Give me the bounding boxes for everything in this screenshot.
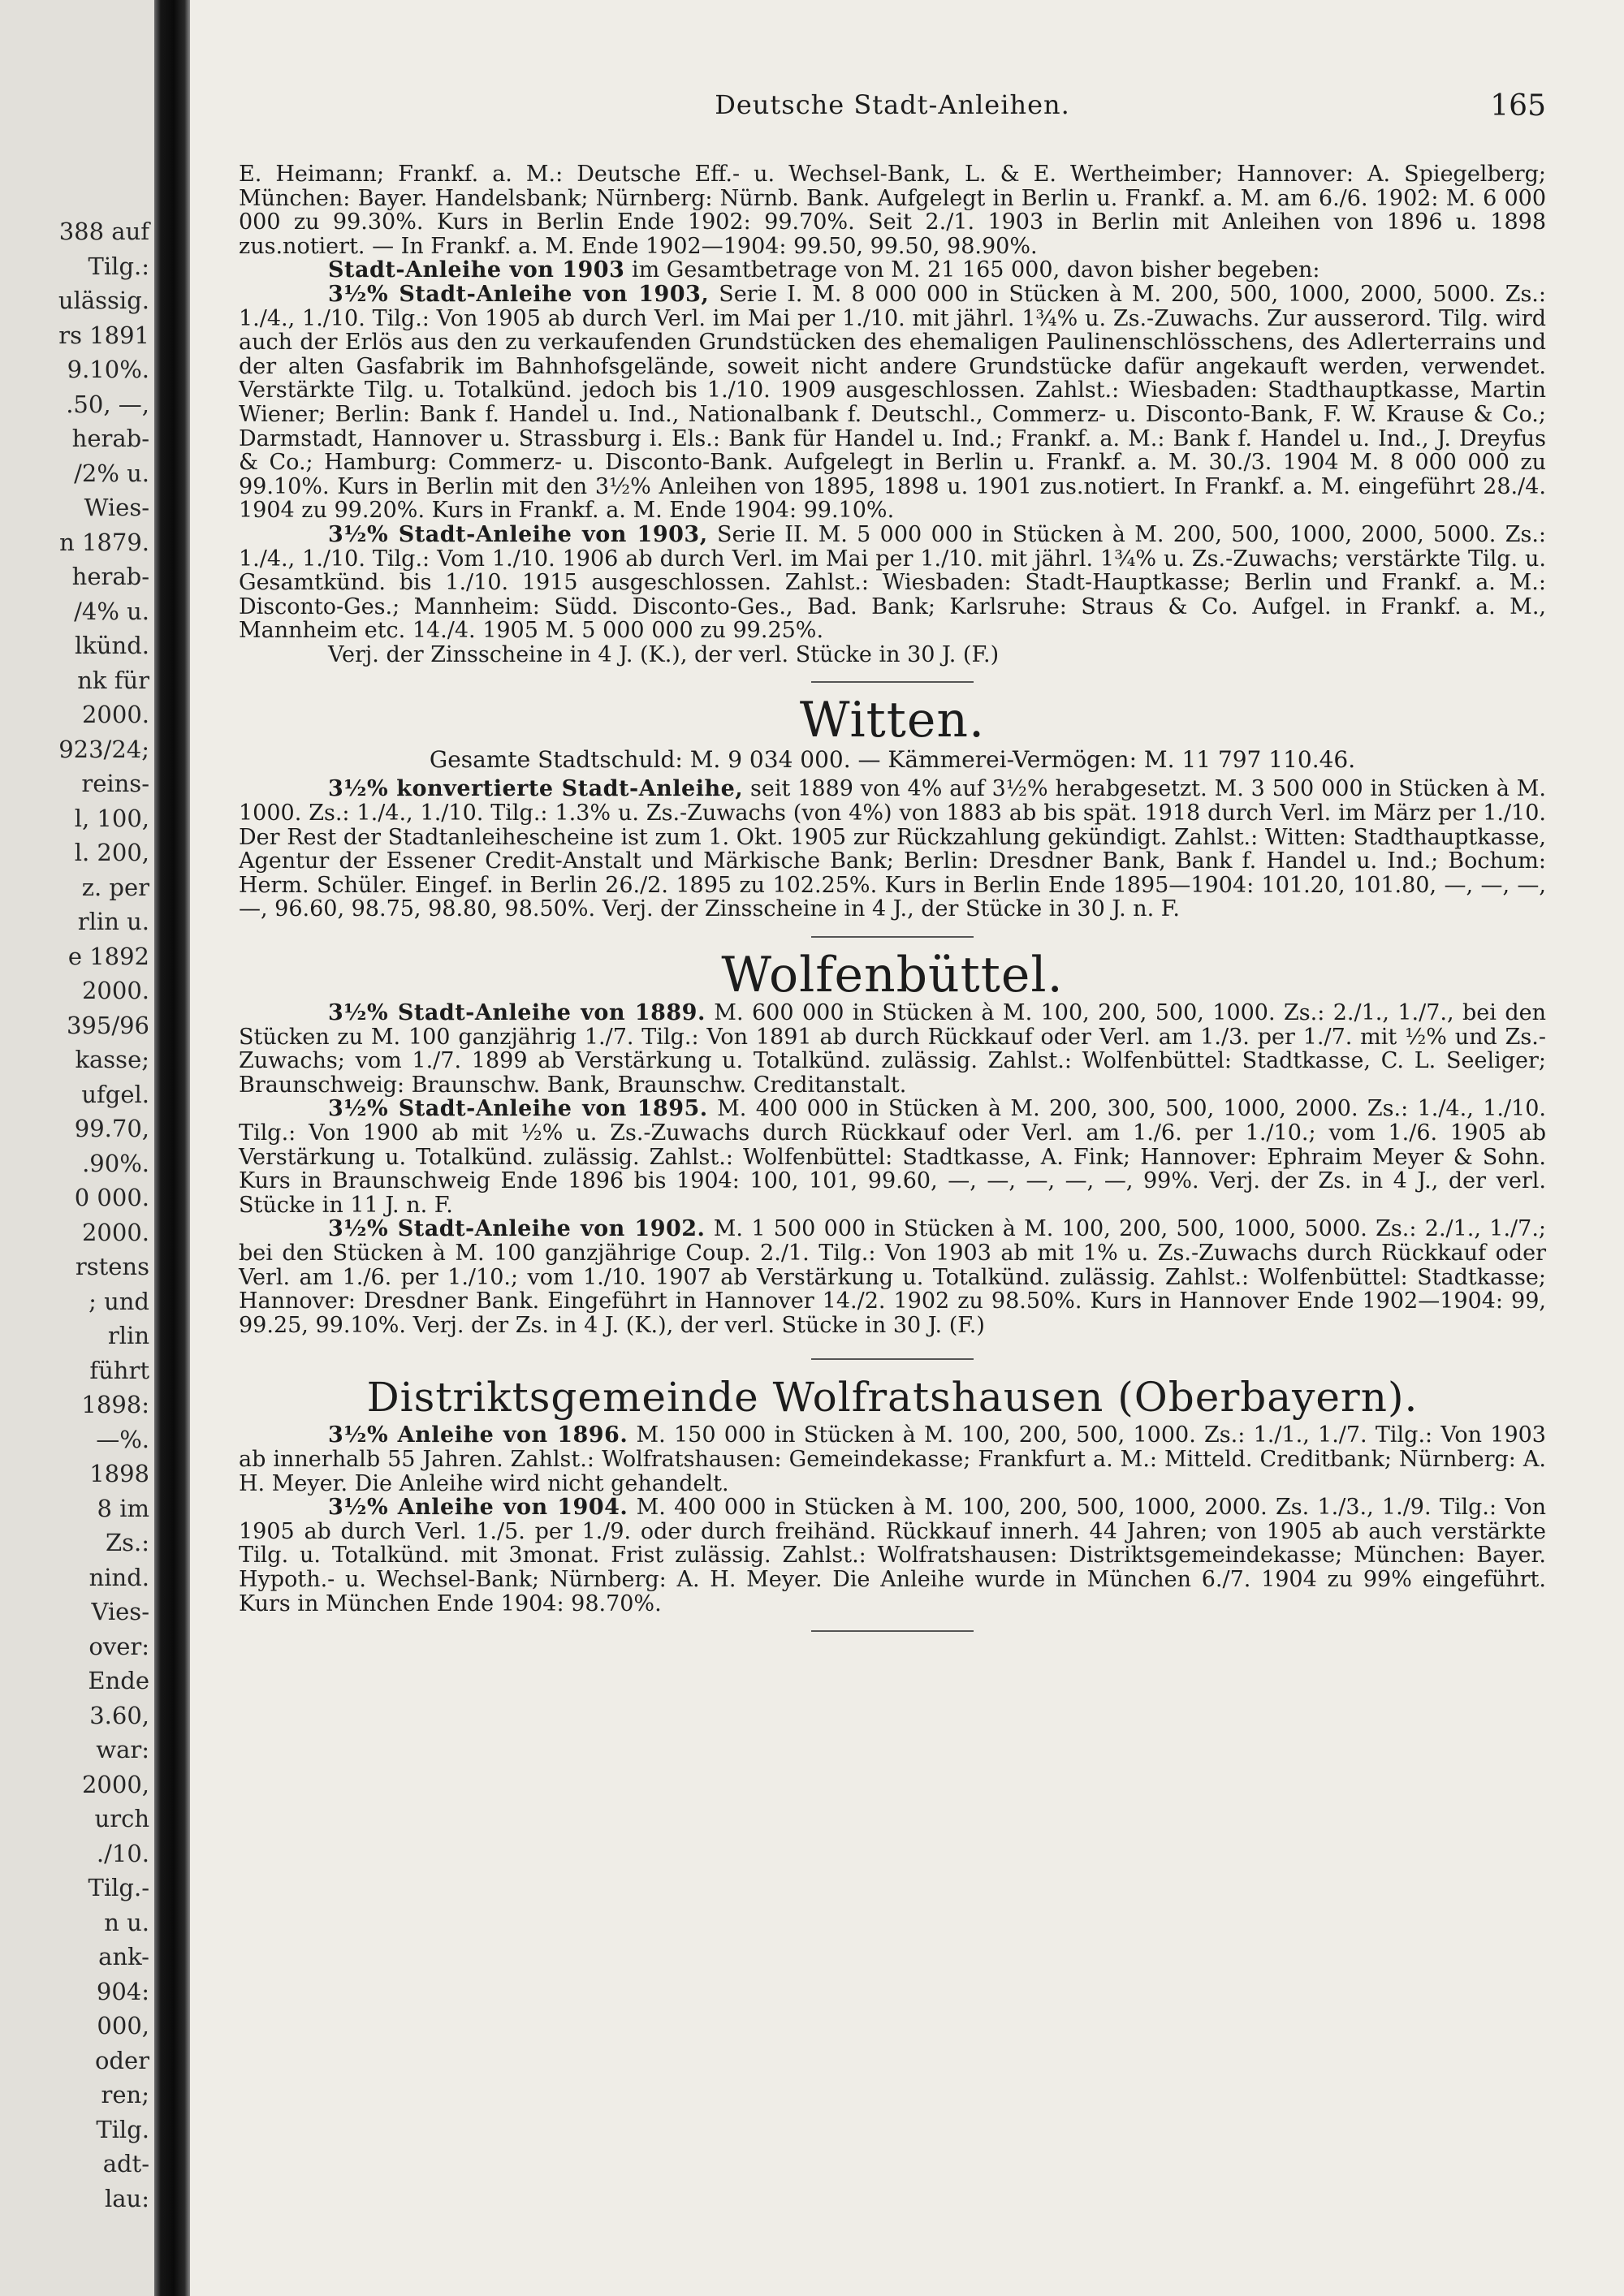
loan-text: M. 600 000 in Stücken à M. 100, 200, 500, 1000. Zs.: 2./1., 1./7., bei den Stücken zu M. 100 ganzjährig 1./7. Tilg.: Von 1891 ab durch Rückkauf oder Verl. am 1./3. per 1./7. mit ½% und Zs.-Zuwachs; vom 1./7. 1899 ab Verstärkung u. Totalkünd. zulässig. Zahlst.: Wolfenbüttel: Stadtkasse, C. L. Seeliger; Braunschweig: Braunschw. Bank, Braunschw. Creditanstalt. bbox=[239, 1000, 1547, 1098]
left-page-fragment-line: Tilg.- bbox=[88, 1874, 149, 1901]
left-page-fragment-line: ulässig. bbox=[58, 287, 149, 314]
left-page-fragment-line: 395/96 bbox=[66, 1011, 149, 1039]
loan-heading: 3½% konvertierte Stadt-Anleihe, bbox=[328, 776, 744, 802]
paragraph-continued bbox=[239, 162, 1546, 258]
left-page-fragment-line: herab- bbox=[71, 425, 149, 452]
left-page-fragment-line: Ende bbox=[88, 1667, 149, 1694]
loan-heading: 3½% Stadt-Anleihe von 1903, bbox=[328, 281, 710, 307]
left-page-fragment-line: rstens bbox=[75, 1253, 149, 1280]
left-page-fragment-line: 2000. bbox=[81, 701, 149, 728]
page-content bbox=[239, 162, 1546, 1643]
section-wiesbaden-continued bbox=[239, 162, 1546, 667]
left-page-fragment-line: /4% u. bbox=[74, 597, 149, 625]
left-page-fragment-line: over: bbox=[89, 1632, 149, 1660]
left-page-fragment-line: /2% u. bbox=[74, 459, 149, 487]
left-page-fragment-line: war: bbox=[96, 1736, 149, 1763]
left-page-fragment-line: e 1892 bbox=[67, 942, 149, 970]
loan-text: im Gesamtbetrage von M. 21 165 000, davon bisher begeben: bbox=[624, 257, 1320, 283]
section-wolfratshausen bbox=[239, 1371, 1546, 1616]
limitation-note bbox=[239, 643, 1546, 667]
paragraph-text: E. Heimann; Frankf. a. M.: Deutsche Eff.- u. Wechsel-Bank, L. & E. Wertheimber; Hannover: A. Spiegelberg; München: Bayer. Handelsbank; Nürnberg: Nürnb. Bank. Aufgelegt in Berlin u. Frankf. a. M. am 6./6. 1902: M. 6 000 000 zu 99.30%. Kurs in Berlin Ende 1902: 99.70%. Seit 2./1. 1903 in Berlin mit Anleihen von 1896 u. 1898 zus.notiert. — In Frankf. a. M. Ende 1902—1904: 99.50, 99.50, 98.90%. bbox=[239, 162, 1546, 259]
loan-heading: 3½% Stadt-Anleihe von 1902. bbox=[328, 1216, 706, 1242]
left-page-fragment-line: 8 im bbox=[97, 1494, 149, 1522]
loan-entry bbox=[239, 258, 1546, 283]
left-page-fragment-line: kasse; bbox=[75, 1046, 149, 1073]
loan-text: Serie I. M. 8 000 000 in Stücken à M. 200, 500, 1000, 2000, 5000. Zs.: 1./4., 1./10. Tilg.: Von 1905 ab durch Verl. im Mai per 1./10. mit jährl. 1¾% u. Zs.-Zuwachs. Zur ausserord. Tilg. wird auch der Erlös aus den zu verkaufenden Grundstücken des ehemaligen Paulinenschlösschens, des Adlerterrains und der alten Gasfabrik im Bahnhofsgelände, soweit nicht andere Grundstücke dafür angekauft werden, verwendet. Verstärkte Tilg. u. Totalkünd. jedoch bis 1./10. 1909 ausgeschlossen. Zahlst.: Wiesbaden: Stadthauptkasse, Martin Wiener; Berlin: Bank f. Handel u. Ind., Nationalbank f. Deutschl., Commerz- u. Disconto-Bank, F. W. Krause & Co.; Darmstadt, Hannover u. Strassburg i. Els.: Bank für Handel u. Ind.; Frankf. a. M.: Bank f. Handel u. Ind., J. Dreyfus & Co.; Hamburg: Commerz- u. Disconto-Bank. Aufgelegt in Berlin u. Frankf. a. M. 30./3. 1904 M. 8 000 000 zu 99.10%. Kurs in Berlin mit den 3½% Anleihen von 1895, 1898 u. 1901 zus.notiert. In Frankf. a. M. eingeführt 28./4. 1904 zu 99.20%. Kurs in Frankf. a. M. Ende 1904: 99.10%. bbox=[239, 281, 1546, 524]
loan-heading: 3½% Stadt-Anleihe von 1895. bbox=[328, 1096, 708, 1122]
section-wolfenbuettel bbox=[239, 949, 1546, 1337]
left-page-fragment-line: ./10. bbox=[96, 1839, 149, 1867]
left-page-fragment-line: .50, —, bbox=[66, 390, 149, 418]
section-divider bbox=[811, 936, 974, 938]
loan-entry bbox=[239, 1001, 1546, 1097]
left-page-fragment bbox=[0, 0, 154, 2296]
loan-entry bbox=[239, 1423, 1546, 1495]
loan-entry bbox=[239, 1217, 1546, 1337]
loan-heading: 3½% Anleihe von 1904. bbox=[328, 1495, 628, 1521]
section-witten bbox=[239, 694, 1546, 921]
book-binding-gutter bbox=[154, 0, 190, 2296]
left-page-fragment-line: 9.10%. bbox=[67, 356, 149, 383]
left-page-fragment-line: z. per bbox=[81, 873, 149, 901]
section-divider bbox=[811, 1630, 974, 1632]
left-page-fragment-line: herab- bbox=[71, 563, 149, 590]
left-page-fragment-line: 0 000. bbox=[74, 1184, 149, 1211]
loan-heading: 3½% Stadt-Anleihe von 1889. bbox=[328, 1000, 706, 1026]
left-page-fragment-line: Vies- bbox=[91, 1598, 149, 1625]
left-page-fragment-line: Tilg.: bbox=[88, 252, 149, 280]
left-page-fragment-line: Zs.: bbox=[105, 1529, 149, 1556]
left-page-fragment-line: reins- bbox=[81, 770, 149, 797]
loan-text: seit 1889 von 4% auf 3½% herabgesetzt. M. 3 500 000 in Stücken à M. 1000. Zs.: 1./4., 1./10. Tilg.: 1.3% u. Zs.-Zuwachs (von 4%) von 1883 ab bis spät. 1918 durch Verl. im März per 1./10. Der Rest der Stadtanleihescheine ist zum 1. Okt. 1905 zur Rückzahlung gekündigt. Zahlst.: Witten: Stadthauptkasse, Agentur der Essener Credit-Anstalt und Märkische Bank; Berlin: Dresdner Bank, Bank f. Handel u. Ind.; Bochum: Herm. Schüler. Eingef. in Berlin 26./2. 1895 zu 102.25%. Kurs in Berlin Ende 1895—1904: 101.20, 101.80, —, —, —, —, 96.60, 98.75, 98.80, 98.50%. Verj. der Zinsscheine in 4 J., der Stücke in 30 J. n. F. bbox=[239, 776, 1547, 922]
left-page-fragment-line: .90%. bbox=[82, 1149, 149, 1177]
book-page bbox=[190, 0, 1624, 2296]
loan-heading: 3½% Stadt-Anleihe von 1903, bbox=[328, 521, 708, 547]
left-page-fragment-line: ; und bbox=[89, 1287, 149, 1315]
loan-text: Serie II. M. 5 000 000 in Stücken à M. 200, 500, 1000, 2000, 5000. Zs.: 1./4., 1./10. Tilg.: Vom 1./10. 1906 ab durch Verl. im Mai per 1./10. mit jährl. 1¾% u. Zs.-Zuwachs; verstärkte Tilg. u. Gesamtkünd. bis 1./10. 1915 ausgeschlossen. Zahlst.: Wiesbaden: Stadt-Hauptkasse; Berlin und Frankf. a. M.: Disconto-Ges.; Mannheim: Südd. Disconto-Ges., Bad. Bank; Karlsruhe: Straus & Co. Aufgel. in Frankf. a. M., Mannheim etc. 14./4. 1905 M. 5 000 000 zu 99.25%. bbox=[239, 521, 1546, 644]
loan-heading: Stadt-Anleihe von 1903 bbox=[328, 257, 625, 283]
loan-entry bbox=[239, 777, 1546, 921]
loan-entry bbox=[239, 1495, 1546, 1616]
left-page-fragment-line: 99.70, bbox=[74, 1115, 149, 1142]
left-page-fragment-line: l, 100, bbox=[74, 804, 149, 832]
left-page-fragment-line: Wies- bbox=[84, 494, 149, 521]
section-divider bbox=[811, 681, 974, 683]
left-page-fragment-line: 904: bbox=[96, 1977, 149, 2005]
section-title: Witten. bbox=[799, 692, 986, 749]
loan-text: M. 400 000 in Stücken à M. 100, 200, 500, 1000, 2000. Zs. 1./3., 1./9. Tilg.: Von 1905 ab durch Verl. 1./5. per 1./9. oder durch freihänd. Rückkauf innerh. 44 Jahren; von 1905 ab auch verstärkte Tilg. u. Totalkünd. mit 3monat. Frist zulässig. Zahlst.: Wolfratshausen: Distriktsgemeindekasse; München: Bayer. Hypoth.- u. Wechsel-Bank; Nürnberg: A. H. Meyer. Die Anleihe wurde in München 6./7. 1904 zu 99% eingeführt. Kurs in München Ende 1904: 98.70%. bbox=[239, 1495, 1546, 1616]
left-page-fragment-line: 3.60, bbox=[89, 1701, 149, 1729]
left-page-fragment-line: 1898: bbox=[81, 1391, 149, 1418]
left-page-fragment-line: ufgel. bbox=[81, 1080, 149, 1108]
limitation-text: Verj. der Zinsscheine in 4 J. (K.), der verl. Stücke in 30 J. (F.) bbox=[328, 641, 1000, 667]
left-page-fragment-line: urch bbox=[94, 1805, 149, 1832]
left-page-fragment-line: 2000. bbox=[81, 977, 149, 1004]
loan-entry bbox=[239, 283, 1546, 523]
left-page-fragment-line: rlin u. bbox=[77, 908, 149, 935]
running-head bbox=[239, 89, 1546, 138]
loan-text: M. 400 000 in Stücken à M. 200, 300, 500, 1000, 2000. Zs.: 1./4., 1./10. Tilg.: Von 1900 ab mit ½% u. Zs.-Zuwachs durch Rückkauf oder Verl. am 1./6. per 1./10.; vom 1./6. 1905 ab Verstärkung u. Totalkünd. zulässig. Zahlst.: Wolfenbüttel: Stadtkasse, A. Fink; Hannover: Ephraim Meyer & Sohn. Kurs in Braunschweig Ende 1896 bis 1904: 100, 101, 99.60, —, —, —, —, —, 99%. Verj. der Zs. in 4 J., der verl. Stücke in 11 J. n. F. bbox=[239, 1096, 1546, 1218]
left-page-fragment-line: 2000, bbox=[81, 1770, 149, 1798]
left-page-fragment-line: 000, bbox=[97, 2012, 149, 2039]
left-page-fragment-line: 388 auf bbox=[58, 218, 149, 245]
loan-heading: 3½% Anleihe von 1896. bbox=[328, 1422, 628, 1448]
left-page-fragment-line: nind. bbox=[89, 1563, 149, 1591]
loan-text: M. 1 500 000 in Stücken à M. 100, 200, 500, 1000, 5000. Zs.: 2./1., 1./7.; bei den Stücken à M. 100 ganzjährige Coup. 2./1. Tilg.: Von 1903 ab mit 1% u. Zs.-Zuwachs durch Rückkauf oder Verl. am 1./6. per 1./10.; vom 1./10. 1907 ab Verstärkung u. Totalkünd. zulässig. Zahlst.: Wolfenbüttel: Stadtkasse; Hannover: Dresdner Bank. Eingeführt in Hannover 14./2. 1902 zu 98.50%. Kurs in Hannover Ende 1902—1904: 99, 99.25, 99.10%. Verj. der Zs. in 4 J. (K.), der verl. Stücke in 30 J. (F.) bbox=[239, 1216, 1546, 1338]
left-page-fragment-line: 923/24; bbox=[58, 735, 149, 763]
left-page-fragment-line: —%. bbox=[96, 1425, 149, 1453]
left-page-fragment-line: lkünd. bbox=[75, 632, 149, 659]
section-title: Distriktsgemeinde Wolfratshausen (Oberbayern). bbox=[366, 1374, 1419, 1422]
loan-entry bbox=[239, 1097, 1546, 1217]
left-page-fragment-line: ren; bbox=[101, 2081, 149, 2108]
left-page-fragment-line: n u. bbox=[104, 1908, 149, 1936]
left-page-fragment-line: Tilg. bbox=[96, 2115, 149, 2143]
left-page-fragment-line: führt bbox=[89, 1356, 149, 1384]
loan-text: M. 150 000 in Stücken à M. 100, 200, 500, 1000. Zs.: 1./1., 1./7. Tilg.: Von 1903 ab innerhalb 55 Jahren. Zahlst.: Wolfratshausen: Gemeindekasse; Frankfurt a. M.: Mitteld. Creditbank; Nürnberg: A. H. Meyer. Die Anleihe wird nicht gehandelt. bbox=[239, 1422, 1546, 1496]
page-number: 165 bbox=[1490, 89, 1546, 123]
left-page-fragment-line: 2000. bbox=[81, 1218, 149, 1246]
loan-entry bbox=[239, 523, 1546, 643]
left-page-fragment-line: oder bbox=[94, 2046, 149, 2074]
running-head-title: Deutsche Stadt-Anleihen. bbox=[715, 89, 1070, 120]
section-divider bbox=[811, 1358, 974, 1360]
left-page-fragment-line: rs 1891 bbox=[58, 321, 149, 349]
left-page-fragment-line: 1898 bbox=[89, 1460, 149, 1487]
left-page-fragment-line: lau: bbox=[104, 2184, 149, 2212]
left-page-fragment-line: adt- bbox=[102, 2150, 149, 2177]
left-page-fragment-line: n 1879. bbox=[59, 528, 149, 556]
left-page-fragment-line: nk für bbox=[77, 666, 149, 694]
section-title: Wolfenbüttel. bbox=[721, 947, 1064, 1004]
left-page-fragment-line: l. 200, bbox=[74, 839, 149, 866]
section-summary: Gesamte Stadtschuld: M. 9 034 000. — Kämmerei-Vermögen: M. 11 797 110.46. bbox=[429, 746, 1356, 774]
left-page-fragment-line: ank- bbox=[98, 1943, 149, 1970]
left-page-fragment-line: rlin bbox=[107, 1322, 149, 1349]
